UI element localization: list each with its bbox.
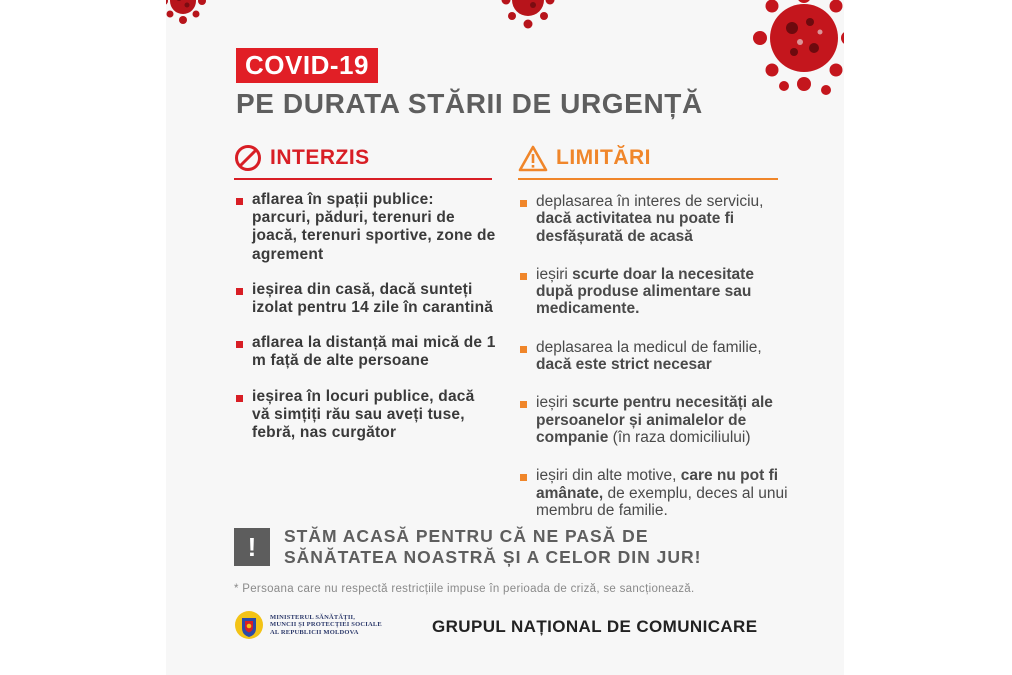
list-item: deplasarea la medicul de familie, dacă este strict necesar	[520, 339, 790, 374]
stay-home-message: STĂM ACASĂ PENTRU CĂ NE PASĂ DE SĂNĂTATEA NOASTRĂ ȘI A CELOR DIN JUR!	[284, 526, 702, 567]
covid-badge: COVID-19	[236, 48, 378, 83]
ministry-logo	[234, 609, 382, 641]
page-title: PE DURATA STĂRII DE URGENȚĂ	[236, 88, 703, 119]
bullet	[520, 346, 527, 353]
list-item: ieșiri din alte motive, care nu pot fi amânate, de exemplu, deces al unui membru de familie.	[520, 467, 790, 519]
coronavirus-icon	[498, 0, 558, 32]
bullet	[520, 401, 527, 408]
footnote: * Persoana care nu respectă restricțiile impuse în perioada de criză, se sancționează.	[234, 583, 695, 595]
poster	[166, 0, 844, 675]
exclamation-icon: !	[234, 528, 270, 566]
list-item: ieșirea din casă, dacă sunteți izolat pentru 14 zile în carantină	[236, 281, 496, 317]
warning-triangle-icon	[518, 145, 548, 172]
list-item: ieșiri scurte pentru necesități ale persoanelor și animalelor de companie (în raza domiciliului)	[520, 394, 790, 446]
divider	[234, 178, 492, 180]
list-item: aflarea la distanță mai mică de 1 m față de alte persoane	[236, 334, 496, 370]
ministry-name: MINISTERUL SĂNĂTĂȚII, MUNCII ȘI PROTECȚIEI SOCIALE AL REPUBLICII MOLDOVA	[270, 613, 382, 636]
prohibited-list	[236, 191, 496, 442]
limitations-header	[518, 140, 651, 176]
prohibited-header	[234, 140, 370, 176]
bullet	[236, 395, 243, 402]
bullet	[236, 198, 243, 205]
signature: GRUPUL NAȚIONAL DE COMUNICARE	[432, 617, 758, 636]
coronavirus-icon	[744, 0, 844, 100]
bullet	[236, 288, 243, 295]
coronavirus-icon	[166, 0, 208, 26]
divider	[518, 178, 778, 180]
list-item: aflarea în spații publice: parcuri, păduri, terenuri de joacă, terenuri sportive, zone de agrement	[236, 191, 496, 264]
bullet	[236, 341, 243, 348]
prohibited-icon	[234, 144, 262, 172]
limitations-list	[520, 193, 790, 519]
list-item: ieșiri scurte doar la necesitate după produse alimentare sau medicamente.	[520, 266, 790, 318]
bullet	[520, 200, 527, 207]
coat-of-arms-icon	[234, 609, 264, 641]
bullet	[520, 273, 527, 280]
list-item: deplasarea în interes de serviciu, dacă activitatea nu poate fi desfășurată de acasă	[520, 193, 790, 245]
bullet	[520, 474, 527, 481]
list-item: ieșirea în locuri publice, dacă vă simțiți rău sau aveți tuse, febră, nas curgător	[236, 388, 496, 443]
limitations-title: LIMITĂRI	[556, 146, 651, 169]
prohibited-title: INTERZIS	[270, 146, 370, 169]
